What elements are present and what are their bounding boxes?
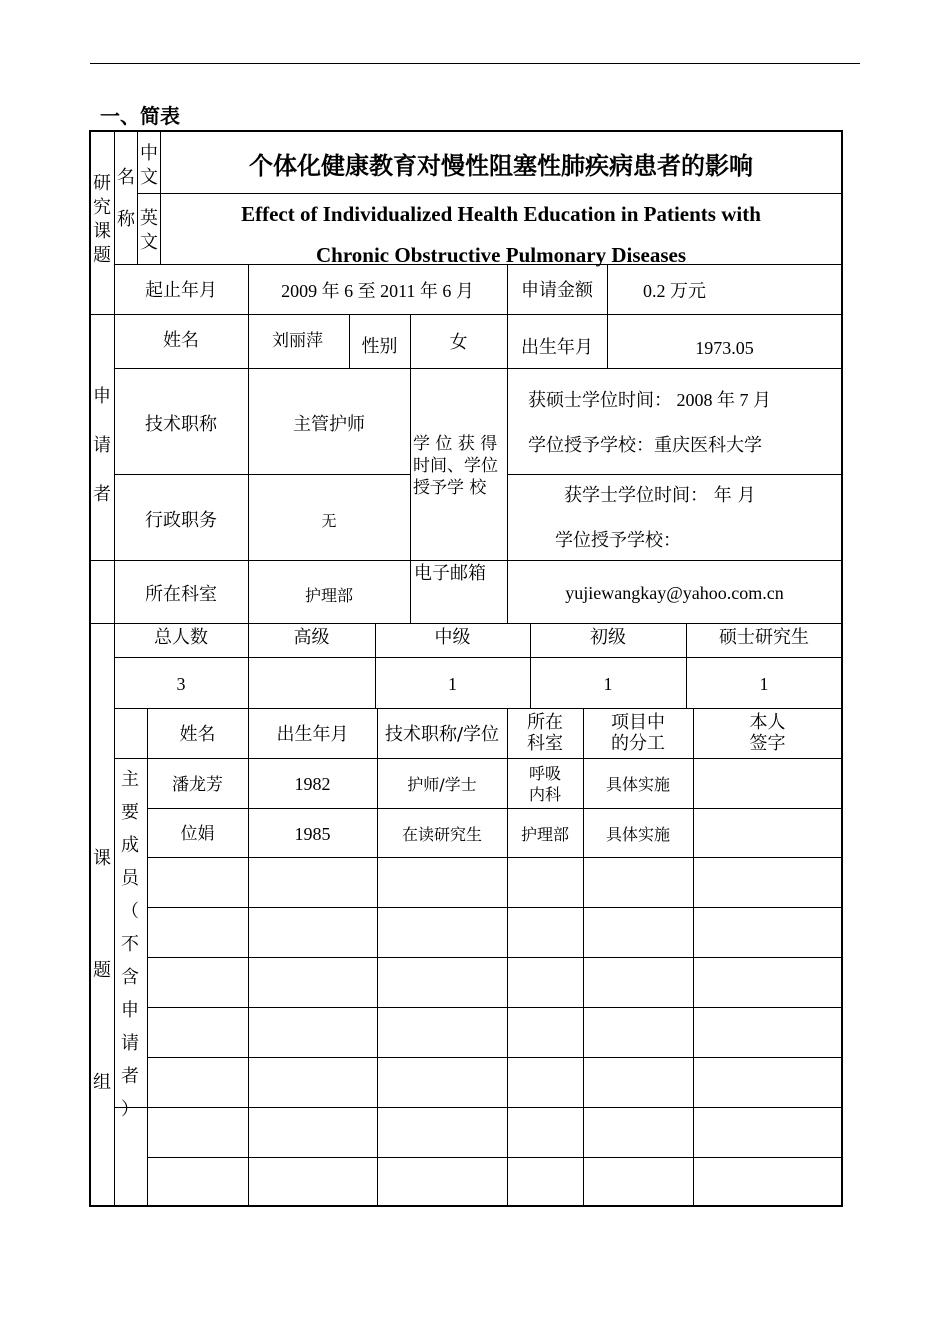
- header-rule: [90, 63, 860, 64]
- section-title: 一、简表: [100, 104, 180, 128]
- degree-label: 学 位 获 得 时间、学位 授予学 校: [413, 434, 498, 498]
- member-header-role: 项目中 的分工: [611, 712, 665, 754]
- master-time: 获硕士学位时间： 2008 年 7 月: [528, 390, 771, 410]
- member-birth: 1985: [294, 824, 331, 844]
- stats-value-junior: 1: [603, 674, 613, 694]
- project-title-en: Effect of Individualized Health Education in Patients with Chronic Obstructive Pulmonary Diseases: [241, 202, 761, 267]
- email-value: yujiewangkay@yahoo.com.cn: [565, 583, 784, 603]
- stats-header-middle: 中级: [434, 627, 471, 648]
- master-school: 学位授予学校：重庆医科大学: [528, 435, 762, 456]
- name-value: 刘丽萍: [272, 331, 323, 351]
- member-header-birth: 出生年月: [276, 724, 349, 745]
- birth-value: 1973.05: [695, 338, 754, 358]
- gender-label: 性别: [361, 336, 398, 357]
- project-title-cn: 个体化健康教育对慢性阻塞性肺疾病患者的影响: [249, 152, 753, 180]
- admin-value: 无: [321, 512, 337, 530]
- period-value: 2009 年 6 至 2011 年 6 月: [281, 281, 474, 301]
- member-header-dept: 所在 科室: [527, 712, 563, 754]
- cn-label: 中 文: [140, 143, 158, 188]
- stats-value-total: 3: [176, 674, 186, 694]
- member-title: 护师/学士: [407, 775, 477, 794]
- title-label: 技术职称: [145, 414, 217, 435]
- member-role: 具体实施: [605, 775, 670, 794]
- member-header-signature: 本人 签字: [749, 712, 786, 754]
- member-dept: 护理部: [520, 825, 569, 844]
- bachelor-school: 学位授予学校：: [555, 530, 681, 551]
- en-label: 英 文: [140, 208, 158, 253]
- stats-header-total: 总人数: [154, 627, 208, 648]
- member-birth: 1982: [294, 774, 331, 794]
- member-header-title: 技术职称/学位: [384, 724, 500, 745]
- applicant-group-label: 申 请 者: [93, 386, 111, 505]
- period-label: 起止年月: [145, 280, 217, 301]
- stats-value-middle: 1: [448, 674, 457, 694]
- stats-header-master: 硕士研究生: [719, 627, 809, 648]
- member-title: 在读研究生: [401, 825, 482, 844]
- name-label: 名 称: [117, 167, 135, 230]
- dept-label: 所在科室: [145, 584, 217, 605]
- member-name: 位娟: [180, 824, 215, 844]
- member-role: 具体实施: [605, 825, 670, 844]
- admin-label: 行政职务: [145, 510, 217, 531]
- stats-header-senior: 高级: [293, 627, 330, 648]
- stats-value-master: 1: [759, 674, 769, 694]
- team-group-label: 课 题 组: [93, 848, 111, 1093]
- birth-label: 出生年月: [521, 337, 593, 358]
- bachelor-time: 获学士学位时间： 年 月: [564, 485, 756, 506]
- email-label: 电子邮箱: [414, 563, 486, 584]
- members-label: 主 要 成 员 （ 不 含 申 请 者 ）: [121, 769, 139, 1120]
- title-value: 主管护师: [293, 414, 365, 435]
- amount-value: 0.2 万元: [643, 281, 706, 301]
- project-group-label: 研 究 课 题: [93, 173, 111, 266]
- name-label: 姓名: [163, 330, 199, 351]
- member-name: 潘龙芳: [172, 775, 223, 795]
- dept-value: 护理部: [304, 586, 353, 605]
- amount-label: 申请金额: [521, 280, 593, 301]
- member-header-name: 姓名: [179, 724, 216, 745]
- member-dept: 呼吸 内科: [528, 764, 561, 804]
- stats-header-junior: 初级: [590, 627, 626, 648]
- gender-value: 女: [449, 332, 468, 353]
